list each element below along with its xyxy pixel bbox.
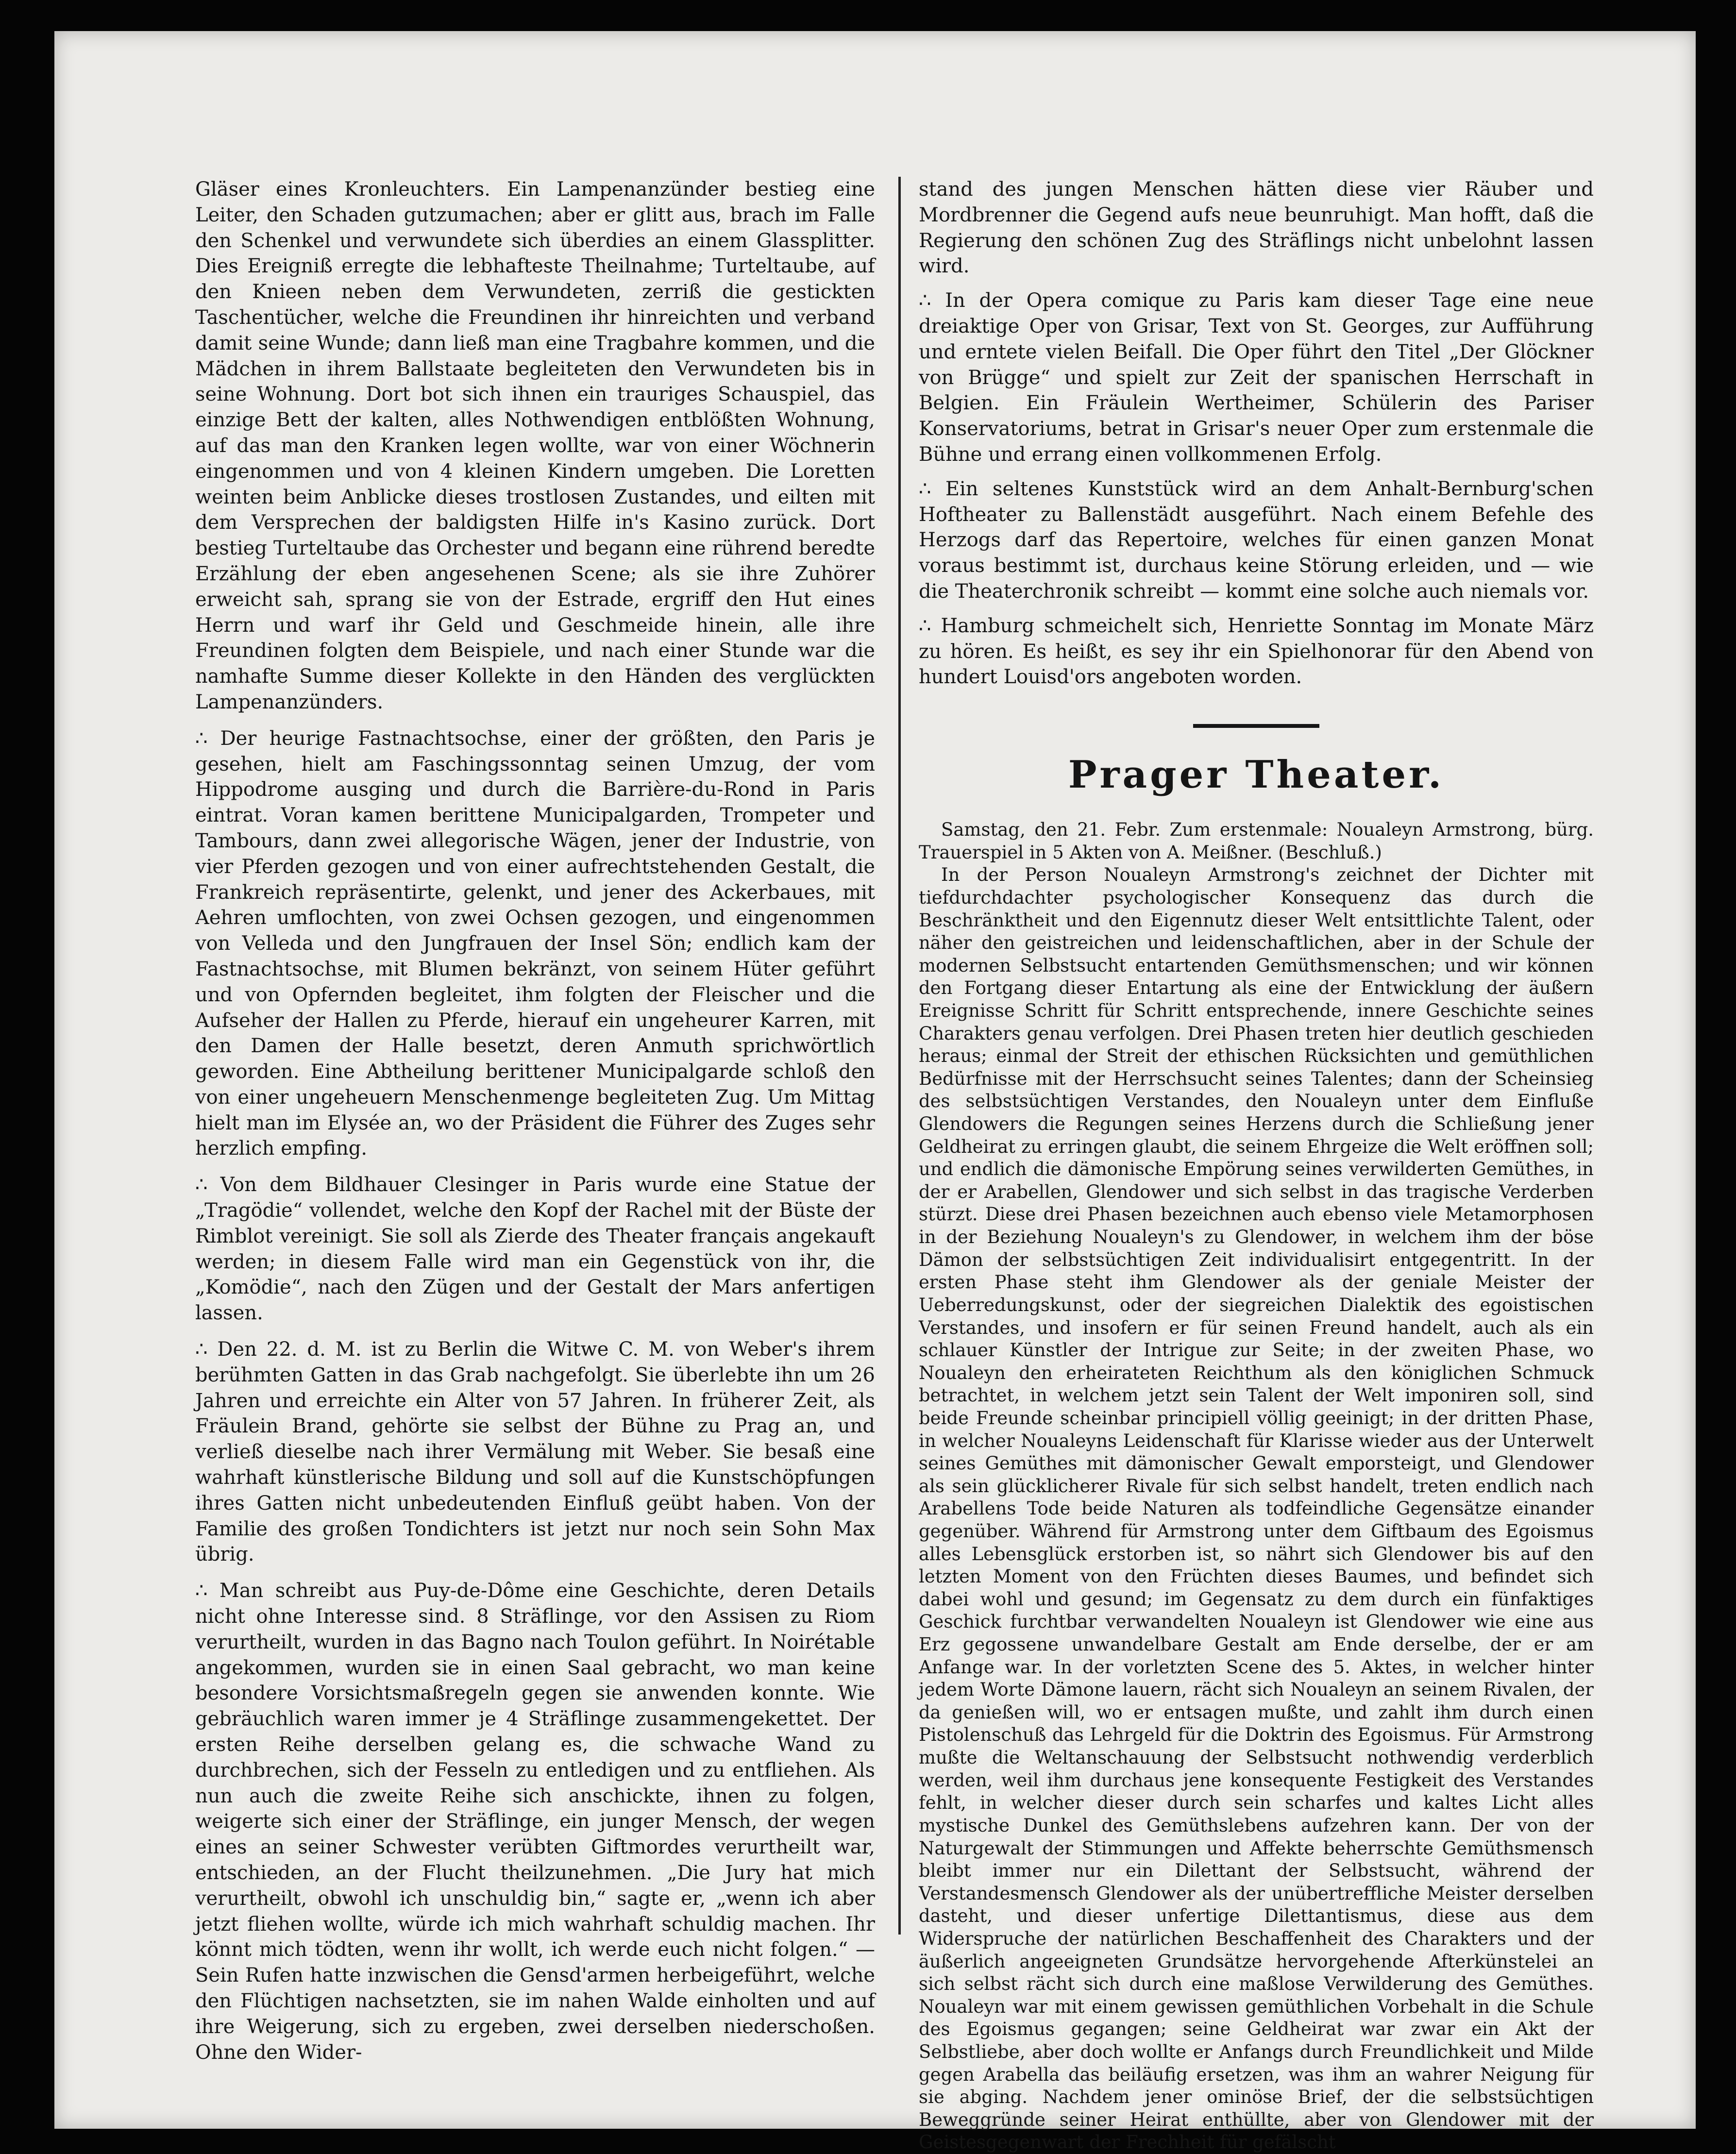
article-sonntag: ∴ Hamburg schmeichelt sich, Henriette Sonntag im Monate März zu hören. Es heißt, es sey ihr ein Spielhonorar für den Abend von hundert Louisd'ors angeboten worden. <box>919 614 1594 689</box>
article-weber-widow: ∴ Den 22. d. M. ist zu Berlin die Witwe C. M. von Weber's ihrem berühmten Gatten in das Grab nachgefolgt. Sie überlebte ihn um 26 Jahren und erreichte ein Alter von 57 Jahren. In früherer Zeit, als Fräulein Brand, gehörte sie selbst der Bühne zu Prag an, und verließ dieselbe nach ihrer Vermälung mit Weber. Sie besaß eine wahrhaft künstlerische Bildung und soll auf die Kunstschöpfungen ihres Gatten nicht unbedeutenden Einfluß geübt haben. Von der Familie des großen Tondichters ist jetzt nur noch sein Sohn Max übrig. <box>195 1338 875 1566</box>
theater-review <box>919 819 1594 2154</box>
section-rule <box>1193 724 1319 728</box>
left-column <box>195 177 875 2076</box>
article-opera-comique: ∴ In der Opera comique zu Paris kam dieser Tage eine neue dreiaktige Oper von Grisar, Text von St. Georges, zur Aufführung und erntete vielen Beifall. Die Oper führt den Titel „Der Glöckner von Brügge“ und spielt zur Zeit der spanischen Herrschaft in Belgien. Ein Fräulein Wertheimer, Schülerin des Pariser Konservatoriums, betrat in Grisar's neuer Oper zum erstenmale die Bühne und errang einen vollkommenen Erfolg. <box>919 289 1594 466</box>
article-carnival-ox: ∴ Der heurige Fastnachtsochse, einer der größten, den Paris je gesehen, hielt am Faschingssonntag seinen Umzug, der vom Hippodrome ausging und durch die Barrière-du-Rond in Paris eintrat. Voran kamen berittene Municipalgarden, Trompeter und Tambours, dann zwei allegorische Wägen, jener der Industrie, von vier Pferden gezogen und von einer aufrechtstehenden Gestalt, die Frankreich repräsentirte, gelenkt, und jener des Ackerbaues, mit Aehren umflochten, von zwei Ochsen gezogen, und eingenommen von Velleda und den Jungfrauen der Insel Sön; endlich kam der Fastnachtsochse, mit Blumen bekränzt, von seinem Hüter geführt und von Opfernden begleitet, ihm folgten der Fleischer und die Aufseher der Hallen zu Pferde, hierauf ein ungeheurer Karren, mit den Damen der Halle besetzt, deren Anmuth sprichwörtlich geworden. Eine Abtheilung berittener Municipalgarde schloß den von einer ungeheuern Menschenmenge begleiteten Zug. Um Mittag hielt man im Elysée an, wo der Präsident die Führer des Zuges sehr herzlich empfing. <box>195 727 875 1160</box>
article-convicts-continued: stand des jungen Menschen hätten diese vier Räuber und Mordbrenner die Gegend aufs neue beunruhigt. Man hofft, daß die Regierung den schönen Zug des Sträflings nicht unbelohnt lassen wird. <box>919 178 1594 278</box>
column-divider <box>898 177 901 1935</box>
article-ballenstaedt: ∴ Ein seltenes Kunststück wird an dem Anhalt-Bernburg'schen Hoftheater zu Ballenstädt ausgeführt. Nach einem Befehle des Herzogs darf das Repertoire, welches für einen ganzen Monat voraus bestimmt ist, durchaus keine Störung erleiden, und — wie die Theaterchronik schreibt — kommt eine solche auch niemals vor. <box>919 477 1594 603</box>
theater-body: In der Person Noualeyn Armstrong's zeichnet der Dichter mit tiefdurchdachter psychologischer Konsequenz das durch die Beschränktheit und den Eigennutz dieser Welt entsittlichte Talent, oder näher den geistreichen und leidenschaftlichen, aber in der Schule der modernen Selbstsucht entartenden Gemüthsmenschen; und wir können den Fortgang dieser Entartung als eine der Entwicklung der äußern Ereignisse Schritt für Schritt entsprechende, innere Geschichte seines Charakters genau verfolgen. Drei Phasen treten hier deutlich geschieden heraus; einmal der Streit der ethischen Rücksichten und gemüthlichen Bedürfnisse mit der Herrschsucht seines Talentes; dann der Scheinsieg des selbstsüchtigen Verstandes, den Noualeyn unter dem Einfluße Glendowers die Regungen seines Herzens durch die Schließung jener Geldheirat zu erringen glaubt, die seinem Ehrgeize die Welt eröffnen soll; und endlich die dämonische Empörung seines verwilderten Gemüthes, in der er Arabellen, Glendower und sich selbst in das tragische Verderben stürzt. Diese drei Phasen bezeichnen auch ebenso viele Metamorphosen in der Beziehung Noualeyn's zu Glendower, in welchem ihm der böse Dämon der selbstsüchtigen Zeit individualisirt entgegentritt. In der ersten Phase steht ihm Glendower als der geniale Meister der Ueberredungskunst, oder der siegreichen Dialektik des egoistischen Verstandes, und insofern er für seinen Freund handelt, auch als ein schlauer Künstler der Intrigue zur Seite; in der zweiten Phase, wo Noualeyn den erheirateten Reichthum als den königlichen Schmuck betrachtet, in welchem jetzt sein Talent der Welt imponiren soll, sind beide Freunde scheinbar principiell völlig geeinigt; in der dritten Phase, in welcher Noualeyns Leidenschaft für Klarisse wieder aus der Unterwelt seines Gemüthes mit dämonischer Gewalt emporsteigt, und Glendower als sein glücklicherer Rivale für sich selbst handelt, treten endlich nach Arabellens Tode beide Naturen als todfeindliche Gegensätze einander gegenüber. Während für Armstrong unter dem Giftbaum des Egoismus alles Lebensglück erstorben ist, so nährt sich Glendower bis auf den letzten Moment von den Früchten dieses Baumes, und befindet sich dabei wohl und gesund; im Gegensatz zu dem durch ein fünfaktiges Geschick furchtbar verwandelten Noualeyn ist Glendower wie eine aus Erz gegossene unwandelbare Gestalt am Ende derselbe, der er am Anfange war. In der vorletzten Scene des 5. Aktes, in welcher hinter jedem Worte Dämone lauern, rächt sich Noualeyn an seinem Rivalen, der da genießen will, wo er entsagen mußte, und zahlt ihm durch einen Pistolenschuß das Lehrgeld für die Doktrin des Egoismus. Für Armstrong mußte die Weltanschauung der Selbstsucht nothwendig verderblich werden, weil ihm durchaus jene konsequente Festigkeit des Verstandes fehlt, in welcher dieser durch sein scharfes und kaltes Licht alles mystische Dunkel des Gemüthslebens aufzehren kann. Der von der Naturgewalt der Stimmungen und Affekte beherrschte Gemüthsmensch bleibt immer nur ein Dilettant der Selbstsucht, während der Verstandesmensch Glendower als der unübertreffliche Meister derselben dasteht, und dieser unfertige Dilettantismus, diese aus dem Widerspruche der natürlichen Beschaffenheit des Charakters und der äußerlich angeeigneten Grundsätze hervorgehende Afterkünstelei an sich selbst rächt sich durch eine maßlose Verwilderung des Gemüthes. Noualeyn war mit einem gewissen gemüthlichen Vorbehalt in die Schule des Egoismus gegangen; seine Geldheirat war zwar ein Akt der Selbstliebe, aber doch wollte er Anfangs durch Freundlichkeit und Milde gegen Arabella das beiläufig ersetzen, was ihm an wahrer Neigung für sie abging. Nachdem jener ominöse Brief, der die selbstsüchtigen Beweggründe seiner Heirat enthüllte, aber von Glendower mit der Geistesgegenwart der Frechheit für gefälscht <box>919 864 1594 2153</box>
section-title: Prager Theater. <box>1068 753 1445 797</box>
newspaper-page <box>54 31 1696 2153</box>
theater-heading: Samstag, den 21. Febr. Zum erstenmale: Noualeyn Armstrong, bürg. Trauerspiel in 5 Akten von A. Meißner. (Beschluß.) <box>919 819 1594 863</box>
news-items <box>919 177 1594 690</box>
article-convicts: ∴ Man schreibt aus Puy-de-Dôme eine Geschichte, deren Details nicht ohne Interesse sind. 8 Sträflinge, vor den Assisen zu Riom verurtheilt, wurden in das Bagno nach Toulon geführt. In Noirétable angekommen, wurden sie in einen Saal gebracht, wo man keine besondere Vorsichtsmaßregeln gegen sie anwenden konnte. Wie gebräuchlich waren immer je 4 Sträflinge zusammengekettet. Der ersten Reihe derselben gelang es, die schwache Wand zu durchbrechen, sich der Fesseln zu entledigen und zu entfliehen. Als nun auch die zweite Reihe sich anschickte, ihnen zu folgen, weigerte sich einer der Sträflinge, ein junger Mensch, der wegen eines an seiner Schwester verübten Giftmordes verurtheilt war, entschieden, an der Flucht theilzunehmen. „Die Jury hat mich verurtheilt, obwohl ich unschuldig bin,“ sagte er, „wenn ich aber jetzt fliehen wollte, würde ich mich wahrhaft schuldig machen. Ihr könnt mich tödten, wenn ihr wollt, ich werde euch nicht folgen.“ — Sein Rufen hatte inzwischen die Gensd'armen herbeigeführt, welche den Flüchtigen nachsetzten, sie im nahen Walde einholten und auf ihre Weigerung, sich zu ergeben, zwei derselben niederschoßen. Ohne den Wider- <box>195 1580 875 2064</box>
right-column <box>919 177 1594 2154</box>
article-statue: ∴ Von dem Bildhauer Clesinger in Paris wurde eine Statue der „Tragödie“ vollendet, welche den Kopf der Rachel mit der Büste der Rimblot vereinigt. Sie soll als Zierde des Theater français angekauft werden; in diesem Falle wird man ein Gegenstück von ihr, die „Komödie“, nach den Zügen und der Gestalt der Mars anfertigen lassen. <box>195 1174 875 1325</box>
article-lamplighter: Gläser eines Kronleuchters. Ein Lampenanzünder bestieg eine Leiter, den Schaden gutzumachen; aber er glitt aus, brach im Falle den Schenkel und verwundete sich überdies an einem Glassplitter. Dies Ereigniß erregte die lebhafteste Theilnahme; Turteltaube, auf den Knieen neben dem Verwundeten, zerriß die gestickten Taschentücher, welche die Freundinen ihr hinreichten und verband damit seine Wunde; dann ließ man eine Tragbahre kommen, und die Mädchen in ihrem Ballstaate begleiteten den Verwundeten bis in seine Wohnung. Dort bot sich ihnen ein trauriges Schauspiel, das einzige Bett der kalten, alles Nothwendigen entblößten Wohnung, auf das man den Kranken legen wollte, war von einer Wöchnerin eingenommen und von 4 kleinen Kindern umgeben. Die Loretten weinten beim Anblicke dieses trostlosen Zustandes, und eilten mit dem Versprechen der baldigsten Hilfe in's Kasino zurück. Dort bestieg Turteltaube das Orchester und begann eine rührend beredte Erzählung der eben angesehenen Scene; als sie ihre Zuhörer erweicht sah, sprang sie von der Estrade, ergriff den Hut eines Herrn und warf ihr Geld und Geschmeide hinein, alle ihre Freundinen folgten dem Beispiele, und nach einer Stunde war die namhafte Summe dieser Kollekte in den Händen des verglückten Lampenanzünders. <box>195 178 875 713</box>
